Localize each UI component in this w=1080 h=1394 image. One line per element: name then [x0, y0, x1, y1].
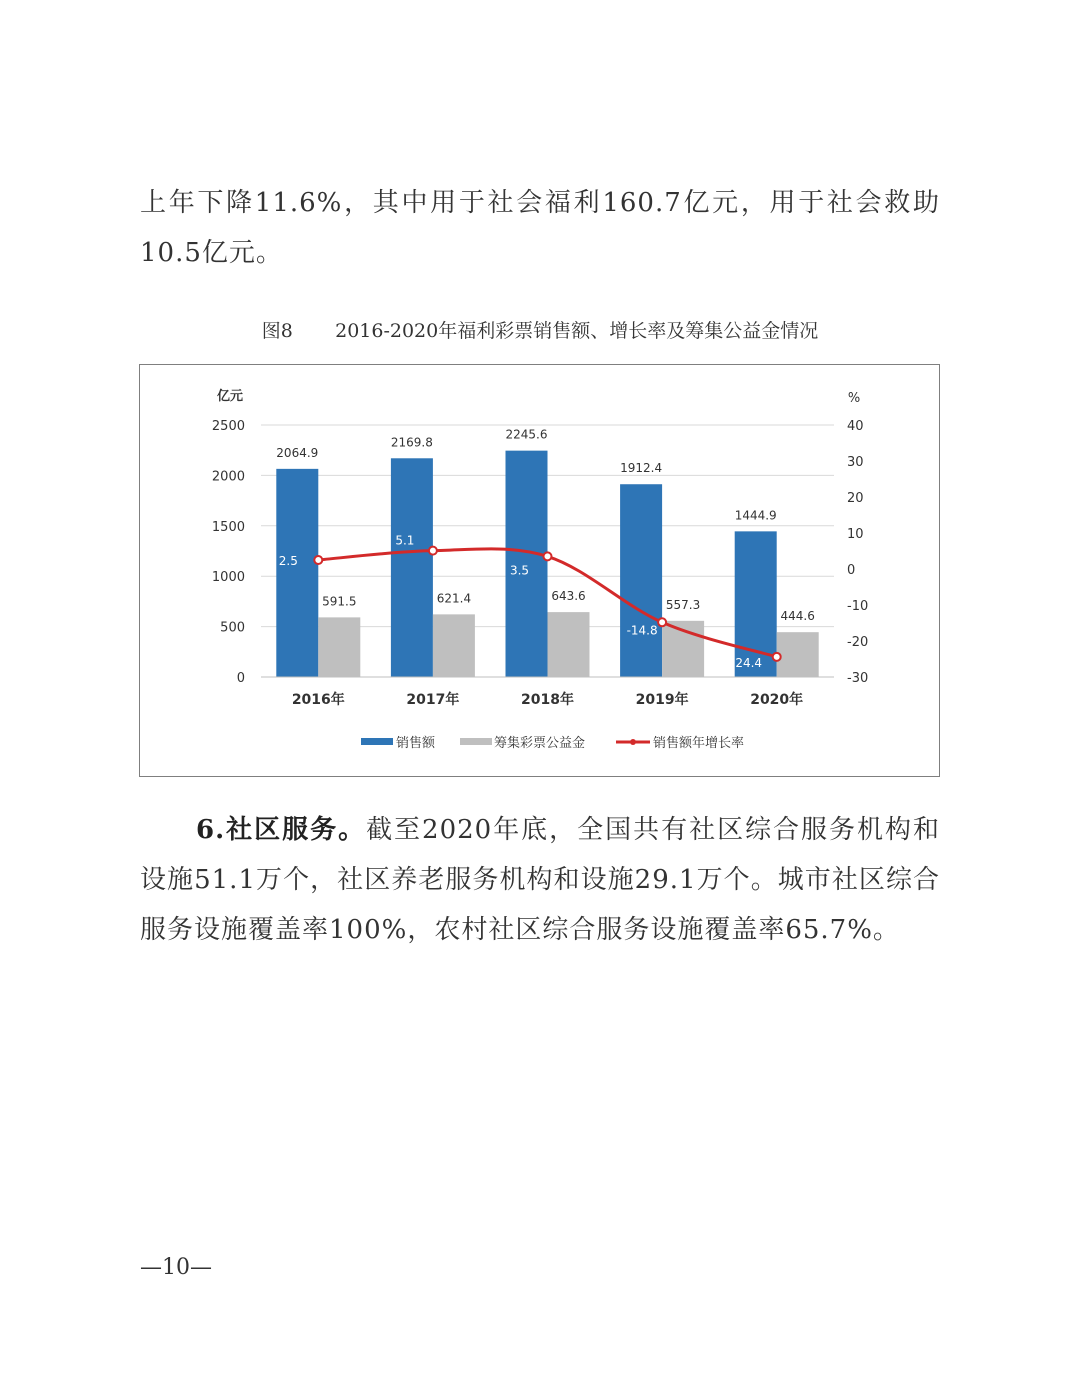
y-right-tick-label: 20 [847, 491, 864, 506]
y-left-tick-label: 2000 [211, 469, 245, 485]
x-tick-label: 2020年 [750, 692, 804, 708]
x-tick-label: 2017年 [406, 692, 460, 708]
fund-bar [777, 632, 819, 677]
x-tick-label: 2016年 [291, 692, 345, 708]
growth-data-label: 24.4 [735, 655, 763, 670]
sales-data-label: 2169.8 [390, 435, 433, 450]
fund-data-label: 621.4 [436, 591, 472, 606]
page-number: —10— [140, 1255, 212, 1280]
legend-label-fund: 筹集彩票公益金 [494, 736, 586, 751]
fund-bar [548, 612, 590, 677]
fund-data-label: 643.6 [551, 589, 586, 604]
legend-marker-growth [630, 739, 636, 745]
lottery-chart [139, 364, 940, 777]
figure-number: 图8 [261, 320, 293, 342]
growth-point [429, 547, 437, 555]
figure-title: 2016-2020年福利彩票销售额、增长率及筹集公益金情况 [335, 320, 819, 342]
sales-bar [391, 458, 433, 677]
sales-bar [276, 469, 318, 677]
y-right-tick-label: 10 [847, 527, 864, 542]
growth-data-label: 5.1 [395, 533, 415, 548]
fund-data-label: 557.3 [665, 597, 701, 612]
fund-data-label: 444.6 [780, 609, 815, 624]
figure-caption [140, 316, 940, 343]
legend-swatch-sales [361, 738, 393, 745]
growth-point [773, 653, 781, 661]
legend-swatch-fund [460, 738, 492, 745]
fund-bar [318, 617, 360, 677]
sales-data-label: 2064.9 [276, 445, 319, 460]
x-tick-label: 2018年 [521, 692, 574, 708]
growth-point [544, 552, 552, 560]
sales-bar [620, 484, 662, 677]
growth-data-label: 2.5 [278, 554, 298, 568]
paragraph-lottery-funds: 上年下降11.6%，其中用于社会福利160.7亿元，用于社会救助10.5亿元。 [140, 188, 940, 268]
y-right-tick-label: 0 [847, 563, 856, 578]
y-right-unit: % [847, 391, 861, 406]
growth-data-label: -14.8 [626, 623, 658, 638]
paragraph-community-service [140, 805, 940, 955]
sales-data-label: 2245.6 [505, 427, 548, 442]
y-left-tick-label: 1000 [211, 570, 245, 586]
y-left-tick-label: 2500 [211, 419, 245, 434]
chart-canvas [140, 365, 941, 778]
y-right-tick-label: -30 [847, 671, 869, 686]
legend-label-sales: 销售额 [396, 736, 436, 751]
section-body: 截至2020年底，全国共有社区综合服务机构和设施51.1万个，社区养老服务机构和设施29.1万个。城市社区综合服务设施覆盖率100%，农村社区综合服务设施覆盖率65.7%。 [140, 815, 940, 945]
fund-bar [433, 614, 475, 677]
growth-data-label: 3.5 [509, 563, 530, 578]
y-right-tick-label: 40 [847, 419, 864, 434]
fund-data-label: 591.5 [322, 594, 357, 609]
y-right-tick-label: -10 [847, 599, 869, 614]
growth-point [658, 618, 666, 626]
y-left-unit: 亿元 [216, 389, 244, 404]
x-tick-label: 2019年 [635, 692, 689, 708]
y-right-tick-label: -20 [847, 635, 869, 650]
y-left-tick-label: 500 [220, 620, 245, 636]
y-left-tick-label: 1500 [211, 519, 245, 535]
section-heading: 6.社区服务。 [196, 815, 367, 845]
y-left-tick-label: 0 [236, 671, 245, 686]
y-right-tick-label: 30 [847, 455, 864, 470]
growth-point [314, 556, 322, 564]
sales-data-label: 1912.4 [620, 461, 663, 476]
legend-label-growth: 销售额年增长率 [653, 736, 745, 751]
sales-data-label: 1444.9 [734, 508, 777, 523]
